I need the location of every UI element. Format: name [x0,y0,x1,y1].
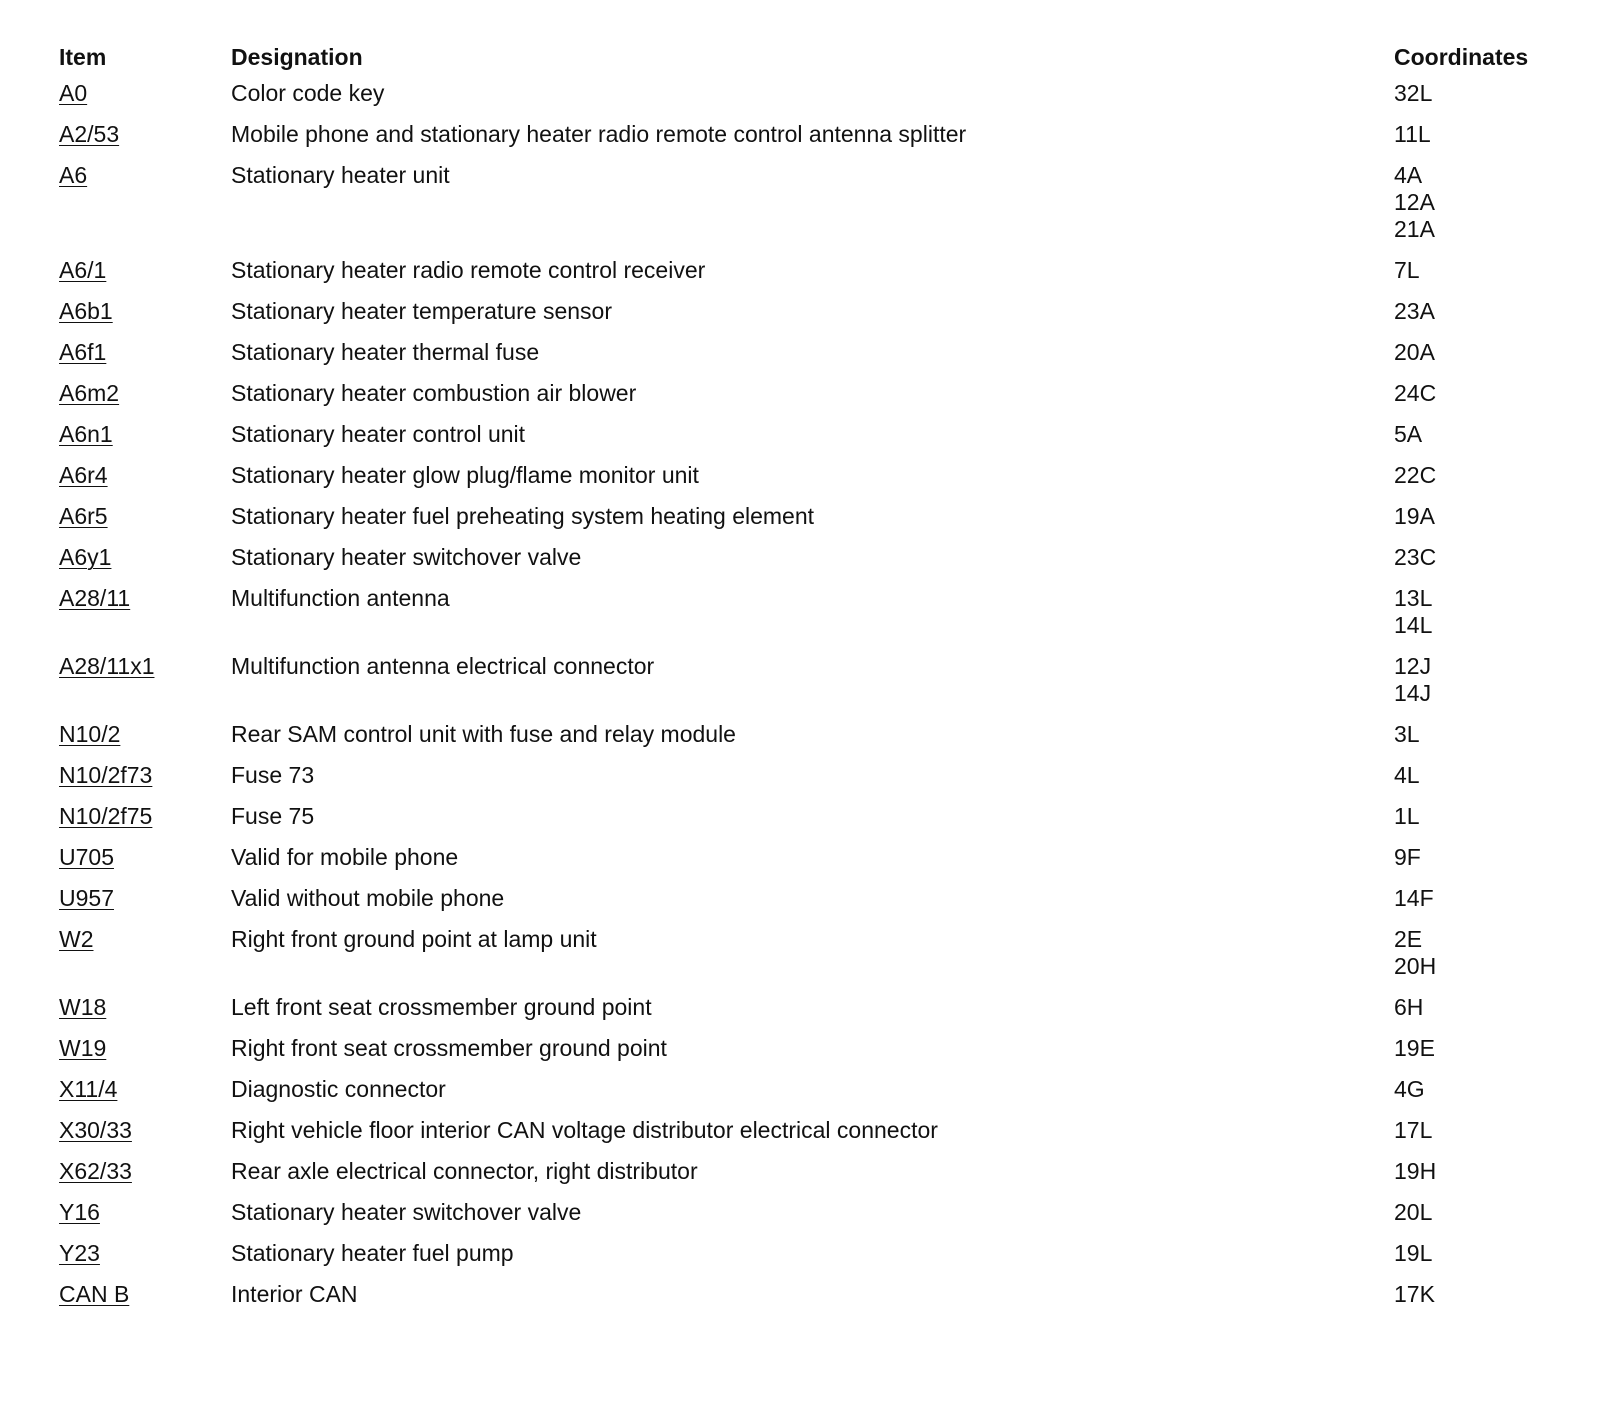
table-row [59,460,1559,501]
table-row [59,501,1559,542]
coordinate-value: 20H [1394,953,1437,979]
table-row [59,337,1559,378]
coordinate-value: 17K [1394,1281,1435,1307]
coordinate-value: 19H [1394,1158,1437,1184]
item-link[interactable]: CAN B [59,1281,130,1307]
item-link[interactable]: A6b1 [59,298,113,324]
coordinate-value: 13L [1394,585,1433,611]
designation-cell: Stationary heater glow plug/flame monitor unit [231,462,699,488]
item-cell [59,1197,231,1238]
coordinates-cell [1394,119,1559,160]
item-link[interactable]: W2 [59,926,94,952]
item-cell [59,760,231,801]
item-link[interactable]: A6n1 [59,421,113,447]
coordinate-value: 17L [1394,1117,1433,1143]
coordinate-value: 1L [1394,803,1420,829]
table-row [59,992,1559,1033]
coordinates-cell [1394,801,1559,842]
coordinate-value: 19E [1394,1035,1435,1061]
item-cell [59,296,231,337]
item-cell [59,378,231,419]
coordinates-cell [1394,160,1559,255]
coordinates-cell [1394,992,1559,1033]
designation-cell: Stationary heater switchover valve [231,544,582,570]
table-row [59,842,1559,883]
table-row [59,760,1559,801]
designation-cell: Stationary heater fuel preheating system heating element [231,503,815,529]
table-row [59,924,1559,992]
coordinate-value: 12J [1394,653,1432,679]
coordinate-value: 23A [1394,298,1435,324]
coordinates-cell [1394,460,1559,501]
coordinate-value: 14J [1394,680,1432,706]
coordinate-value: 32L [1394,80,1433,106]
table-row [59,1074,1559,1115]
item-link[interactable]: N10/2f73 [59,762,153,788]
item-cell [59,1238,231,1279]
item-cell [59,1033,231,1074]
item-link[interactable]: W19 [59,1035,107,1061]
header-item: Item [59,44,107,70]
coordinate-value: 2E [1394,926,1423,952]
item-cell [59,255,231,296]
coordinates-cell [1394,760,1559,801]
designation-cell: Stationary heater combustion air blower [231,380,637,406]
item-cell [59,337,231,378]
table-row [59,1156,1559,1197]
item-cell [59,1156,231,1197]
table-row [59,1197,1559,1238]
table-row [59,719,1559,760]
coordinates-cell [1394,542,1559,583]
coordinates-cell [1394,78,1559,119]
item-link[interactable]: A6f1 [59,339,107,365]
coordinate-value: 4A [1394,162,1423,188]
item-cell [59,883,231,924]
item-link[interactable]: A6y1 [59,544,112,570]
coordinates-cell [1394,337,1559,378]
coordinate-value: 14F [1394,885,1434,911]
coordinates-cell [1394,296,1559,337]
designation-cell: Rear SAM control unit with fuse and relay module [231,721,736,747]
coordinates-cell [1394,1197,1559,1238]
coordinate-value: 19L [1394,1240,1433,1266]
item-cell [59,992,231,1033]
designation-cell: Fuse 75 [231,803,315,829]
coordinates-cell [1394,1156,1559,1197]
designation-cell: Stationary heater radio remote control receiver [231,257,706,283]
item-cell [59,1074,231,1115]
designation-cell: Multifunction antenna [231,585,450,611]
table-row [59,1238,1559,1279]
item-cell [59,651,231,719]
designation-cell: Right front seat crossmember ground point [231,1035,667,1061]
item-cell [59,924,231,992]
item-link[interactable]: A0 [59,80,88,106]
item-cell [59,719,231,760]
table-row [59,160,1559,255]
legend-body [59,78,1559,1320]
table-row [59,583,1559,651]
coordinate-value: 9F [1394,844,1421,870]
item-cell [59,160,231,255]
coordinates-cell [1394,255,1559,296]
header-coordinates: Coordinates [1394,44,1529,70]
coordinate-value: 14L [1394,612,1433,638]
item-link[interactable]: X11/4 [59,1076,118,1102]
coordinate-value: 11L [1394,121,1431,147]
item-link[interactable]: W18 [59,994,107,1020]
coordinate-value: 4G [1394,1076,1425,1102]
coordinate-value: 7L [1394,257,1420,283]
coordinate-value: 24C [1394,380,1437,406]
table-row [59,119,1559,160]
item-link[interactable]: X62/33 [59,1158,132,1184]
coordinates-cell [1394,583,1559,651]
item-link[interactable]: N10/2f75 [59,803,153,829]
designation-cell: Stationary heater thermal fuse [231,339,540,365]
designation-cell: Valid for mobile phone [231,844,459,870]
item-link[interactable]: A6 [59,162,88,188]
table-row [59,255,1559,296]
item-cell [59,78,231,119]
designation-cell: Mobile phone and stationary heater radio remote control antenna splitter [231,121,967,147]
coordinates-cell [1394,501,1559,542]
item-link[interactable]: A2/53 [59,121,120,147]
item-cell [59,419,231,460]
item-link[interactable]: A6r4 [59,462,108,488]
designation-cell: Left front seat crossmember ground point [231,994,652,1020]
header-row [59,42,1559,78]
item-link[interactable]: Y16 [59,1199,100,1225]
coordinate-value: 19A [1394,503,1435,529]
designation-cell: Valid without mobile phone [231,885,505,911]
coordinates-cell [1394,719,1559,760]
table-row [59,542,1559,583]
designation-cell: Interior CAN [231,1281,358,1307]
coordinate-value: 21A [1394,216,1435,242]
item-link[interactable]: N10/2 [59,721,121,747]
item-cell [59,460,231,501]
designation-cell: Color code key [231,80,385,106]
table-row [59,883,1559,924]
coordinates-cell [1394,1238,1559,1279]
item-link[interactable]: A6m2 [59,380,120,406]
item-link[interactable]: U705 [59,844,114,870]
item-link[interactable]: Y23 [59,1240,100,1266]
coordinates-cell [1394,1074,1559,1115]
item-cell [59,1279,231,1320]
item-link[interactable]: A6/1 [59,257,107,283]
table-row [59,1115,1559,1156]
designation-cell: Stationary heater unit [231,162,450,188]
designation-cell: Diagnostic connector [231,1076,446,1102]
item-cell [59,1115,231,1156]
coordinate-value: 20L [1394,1199,1433,1225]
coordinates-cell [1394,842,1559,883]
designation-cell: Stationary heater temperature sensor [231,298,612,324]
item-cell [59,583,231,651]
item-link[interactable]: A6r5 [59,503,108,529]
header-designation: Designation [231,44,363,70]
table-row [59,419,1559,460]
table-row [59,651,1559,719]
coordinate-value: 4L [1394,762,1420,788]
item-link[interactable]: X30/33 [59,1117,132,1143]
designation-cell: Right front ground point at lamp unit [231,926,597,952]
coordinate-value: 12A [1394,189,1435,215]
item-cell [59,542,231,583]
designation-cell: Right vehicle floor interior CAN voltage distributor electrical connector [231,1117,938,1143]
component-legend-table [59,42,1559,1320]
table-row [59,801,1559,842]
coordinate-value: 3L [1394,721,1420,747]
coordinates-cell [1394,1279,1559,1320]
item-cell [59,119,231,160]
table-row [59,296,1559,337]
designation-cell: Stationary heater control unit [231,421,526,447]
item-link[interactable]: U957 [59,885,114,911]
coordinate-value: 20A [1394,339,1435,365]
item-link[interactable]: A28/11 [59,585,131,611]
coordinates-cell [1394,1033,1559,1074]
coordinates-cell [1394,378,1559,419]
item-cell [59,842,231,883]
coordinate-value: 22C [1394,462,1437,488]
designation-cell: Fuse 73 [231,762,315,788]
coordinates-cell [1394,883,1559,924]
table-row [59,78,1559,119]
table-row [59,378,1559,419]
coordinates-cell [1394,651,1559,719]
item-cell [59,801,231,842]
item-link[interactable]: A28/11x1 [59,653,155,679]
coordinate-value: 6H [1394,994,1424,1020]
table-row [59,1279,1559,1320]
designation-cell: Rear axle electrical connector, right distributor [231,1158,698,1184]
designation-cell: Stationary heater switchover valve [231,1199,582,1225]
coordinates-cell [1394,924,1559,992]
coordinates-cell [1394,419,1559,460]
table-row [59,1033,1559,1074]
designation-cell: Multifunction antenna electrical connector [231,653,655,679]
item-cell [59,501,231,542]
coordinates-cell [1394,1115,1559,1156]
designation-cell: Stationary heater fuel pump [231,1240,514,1266]
coordinate-value: 23C [1394,544,1437,570]
coordinate-value: 5A [1394,421,1423,447]
